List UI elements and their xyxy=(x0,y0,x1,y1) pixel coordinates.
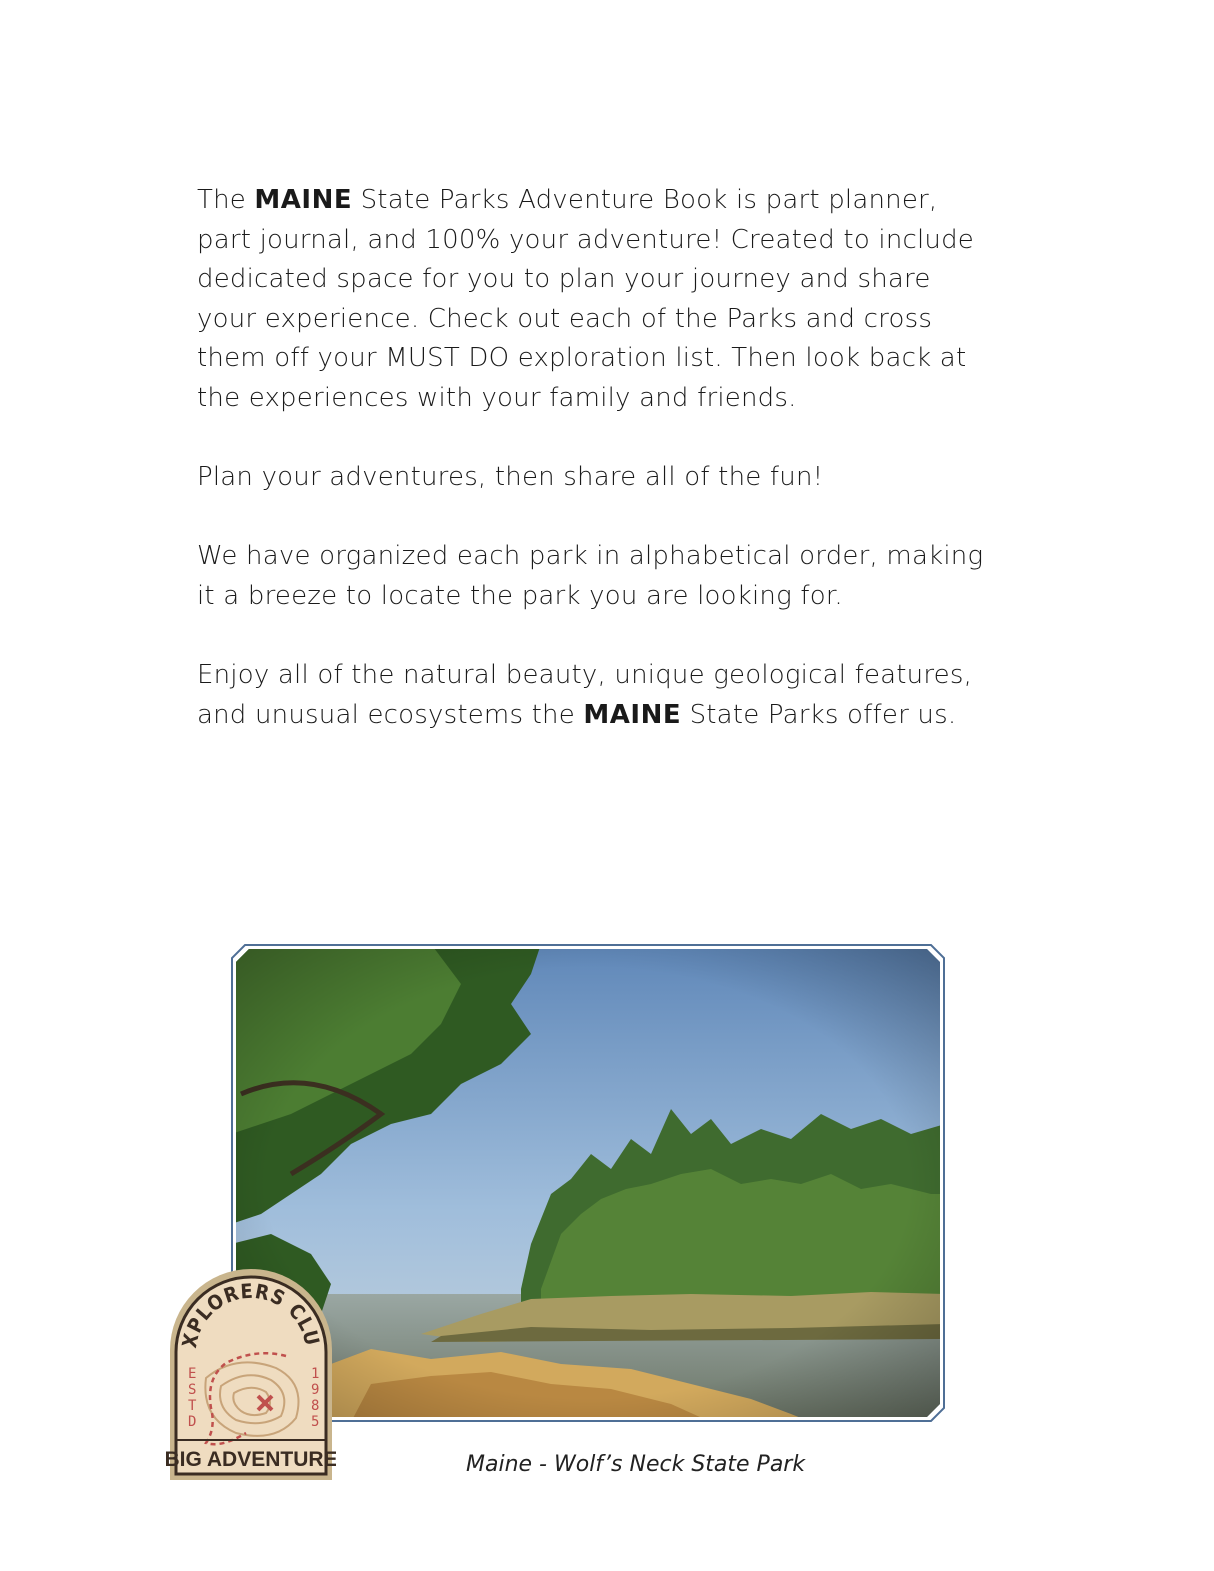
brand-name: MAINE xyxy=(583,699,682,730)
park-photo xyxy=(231,944,945,1422)
brand-name: MAINE xyxy=(254,185,353,215)
badge-bottom-text: BIG ADVENTURE xyxy=(166,1448,336,1471)
organization-paragraph: We have organized each park in alphabetical order, making it a breeze to locate the park you are looking for. xyxy=(197,541,984,611)
park-photo-image xyxy=(231,944,945,1422)
badge-left-text: E S T D xyxy=(188,1366,197,1430)
enjoy-paragraph: Enjoy all of the natural beauty, unique geological features, and unusual ecosystems the MAINE State Parks offer us. xyxy=(197,660,973,730)
explorers-club-badge xyxy=(166,1268,336,1484)
badge-graphic xyxy=(166,1268,336,1484)
badge-right-text: 1 9 8 5 xyxy=(311,1366,320,1430)
photo-caption: Maine - Wolf’s Neck State Park xyxy=(466,1452,806,1477)
intro-paragraph: The MAINE State Parks Adventure Book is part planner, part journal, and 100% your adventure! Created to include dedicated space for you to plan your journey and share your experience. Check out each of the Parks and cross them off your MUST DO exploration list. Then look back at the experiences with your family and friends. xyxy=(197,185,974,413)
intro-text xyxy=(197,181,997,775)
badge-top-text: XPLORERS CLU xyxy=(177,1278,325,1350)
plan-paragraph: Plan your adventures, then share all of the fun! xyxy=(197,462,824,493)
